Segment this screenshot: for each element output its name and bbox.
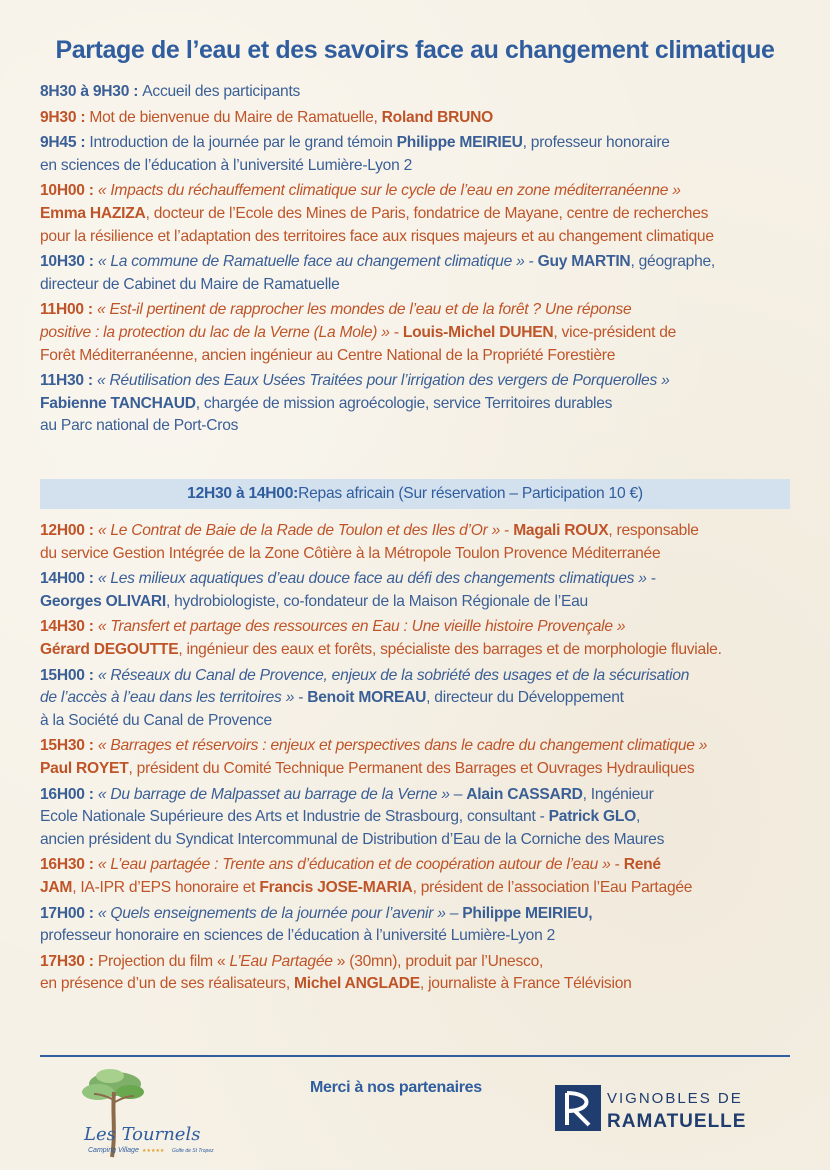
program-afternoon	[40, 520, 800, 999]
text-segment: , président du Comité Technique Permanent des Barrages et Ouvrages Hydrauliques	[128, 759, 695, 777]
program-item	[40, 251, 800, 296]
text-segment: , chargée de mission agroécologie, service Territoires durables	[195, 394, 613, 412]
program-item-line	[40, 415, 800, 438]
text-segment: Forêt Méditerranéenne, ancien ingénieur au Centre National de la Propriété Forestière	[40, 346, 616, 364]
italic-text: « L’eau partagée : Trente ans d’éducation et de coopération autour de l’eau »	[97, 856, 611, 874]
program-item-line	[40, 132, 800, 155]
bold-text: Paul ROYET	[40, 759, 129, 777]
text-segment: au Parc national de Port-Cros	[40, 417, 239, 435]
bold-text: 12H00 :	[40, 522, 98, 539]
text-segment: professeur honoraire en sciences de l’éducation à l’université Lumière-Lyon 2	[40, 927, 555, 945]
program-item-line	[40, 81, 800, 104]
bold-text: Gérard DEGOUTTE	[40, 640, 179, 658]
text-segment: –	[449, 785, 467, 803]
program-item-line	[40, 829, 800, 852]
bold-text: Georges OLIVARI	[40, 592, 166, 610]
program-item-line	[40, 155, 800, 178]
program-item-line	[40, 710, 800, 733]
bold-text: Guy MARTIN	[537, 253, 631, 271]
text-segment: ,	[636, 808, 641, 826]
lunch-colon: :	[293, 485, 299, 502]
program-item-line	[40, 854, 800, 877]
program-item-line	[40, 299, 800, 322]
program-item-line	[40, 393, 800, 416]
bold-text: 9H30 :	[40, 108, 90, 126]
text-segment: , vice-président de	[553, 323, 677, 341]
program-item-line	[40, 226, 800, 249]
program-item	[40, 299, 800, 367]
bold-text: 17H00 :	[40, 904, 98, 922]
program-item	[40, 568, 800, 613]
program-item-line	[40, 639, 800, 662]
bold-text: 16H30 :	[40, 856, 98, 874]
program-item-line	[40, 758, 800, 781]
partners-thanks: Merci à nos partenaires	[310, 1079, 482, 1096]
program-item-line	[40, 322, 800, 345]
text-segment: Introduction de la journée par le grand témoin	[89, 134, 397, 152]
bold-text: 14H00 :	[40, 570, 98, 588]
lunch-time: 12H30 à 14H00	[187, 485, 294, 502]
logo-left-stars: ★★★★★	[142, 1148, 165, 1154]
les-tournels-logo	[70, 1062, 270, 1162]
text-segment: Projection du film «	[97, 952, 230, 970]
text-segment: -	[500, 522, 514, 539]
bold-text: Roland BRUNO	[381, 108, 494, 126]
bold-text: Philippe MEIRIEU,	[462, 904, 593, 922]
bold-text: JAM	[40, 878, 73, 896]
italic-text: « La commune de Ramatuelle face au changement climatique »	[97, 253, 525, 271]
program-item	[40, 854, 800, 899]
text-segment: -	[524, 253, 538, 271]
text-segment: » (30mn), produit par l’Unesco,	[332, 952, 544, 970]
program-item	[40, 81, 800, 104]
program-item-line	[40, 665, 800, 688]
bold-text: René	[623, 856, 661, 874]
italic-text: de l’accès à l’eau dans les territoires »	[40, 689, 295, 707]
program-item	[40, 107, 800, 130]
program-item	[40, 903, 800, 948]
logo-right-line1: VIGNOBLES DE	[607, 1090, 743, 1107]
bold-text: 11H00 :	[40, 301, 97, 319]
text-segment: -	[646, 570, 656, 588]
page-title: Partage de l’eau et des savoirs face au changement climatique	[55, 36, 775, 64]
text-segment: , ingénieur des eaux et forêts, spécialiste des barrages et de morphologie fluviale.	[178, 640, 722, 658]
bold-text: 15H00 :	[40, 666, 98, 684]
program-item-line	[40, 520, 800, 543]
program-item	[40, 951, 800, 996]
text-segment: en présence d’un de ses réalisateurs,	[40, 975, 295, 993]
text-segment: directeur de Cabinet du Maire de Ramatuelle	[40, 275, 340, 293]
text-segment: , responsable	[608, 522, 699, 539]
bold-text: 14H30 :	[40, 618, 98, 636]
program-item-line	[40, 877, 800, 900]
text-segment: à la Société du Canal de Provence	[40, 711, 272, 729]
bold-text: 9H45 :	[40, 134, 90, 152]
program-item	[40, 665, 800, 733]
lunch-banner	[40, 479, 790, 509]
text-segment: , hydrobiologiste, co-fondateur de la Maison Régionale de l’Eau	[165, 592, 588, 610]
program-item-line	[40, 107, 800, 130]
italic-text: « Quels enseignements de la journée pour l’avenir »	[97, 904, 446, 922]
bold-text: Patrick GLO	[548, 808, 637, 826]
text-segment: du service Gestion Intégrée de la Zone Côtière à la Métropole Toulon Provence Méditerranée	[40, 544, 661, 562]
program-item-line	[40, 951, 800, 974]
bold-text: 17H30 :	[40, 952, 98, 970]
bold-text: 10H30 :	[40, 253, 98, 271]
bold-text: 8H30 à 9H30 :	[40, 83, 143, 100]
text-segment: en sciences de l’éducation à l’université Lumière-Lyon 2	[40, 156, 413, 174]
program-item	[40, 616, 800, 661]
text-segment: , Ingénieur	[582, 785, 654, 803]
italic-text: « Les milieux aquatiques d’eau douce face au défi des changements climatiques »	[97, 570, 647, 588]
program-item	[40, 132, 800, 177]
text-segment: -	[294, 689, 308, 707]
logo-left-sub: Camping Village	[88, 1147, 139, 1154]
program-item	[40, 370, 800, 438]
logo-left-name: Les Tournels	[84, 1124, 201, 1145]
bold-text: Alain CASSARD	[466, 785, 583, 803]
text-segment: pour la résilience et l’adaptation des territoires face aux risques majeurs et au changement climatique	[40, 227, 714, 245]
bold-text: 10H00 :	[40, 182, 98, 200]
italic-text: « Réseaux du Canal de Provence, enjeux de la sobriété des usages et de la sécurisation	[97, 666, 690, 684]
logo-right-line2: RAMATUELLE	[607, 1111, 747, 1132]
program-item-line	[40, 973, 800, 996]
bold-text: Louis-Michel DUHEN	[402, 323, 554, 341]
text-segment: , docteur de l’Ecole des Mines de Paris, fondatrice de Mayane, centre de recherches	[145, 204, 709, 222]
italic-text: « Impacts du réchauffement climatique sur le cycle de l’eau en zone méditerranéenne »	[97, 182, 681, 200]
program-item	[40, 784, 800, 852]
text-segment: -	[610, 856, 624, 874]
italic-text: positive : la protection du lac de la Verne (La Mole) »	[40, 323, 390, 341]
bold-text: Michel ANGLADE	[294, 975, 420, 993]
text-segment: –	[445, 904, 463, 922]
text-segment: , président de l’association l’Eau Partagée	[412, 878, 693, 896]
text-segment: -	[389, 323, 403, 341]
text-segment: ancien président du Syndicat Intercommunal de Distribution d’Eau de la Corniche des Maures	[40, 830, 665, 848]
logo-left-tag: Golfe de St Tropez	[172, 1148, 214, 1154]
program-item-line	[40, 568, 800, 591]
italic-text: L’Eau Partagée	[229, 952, 333, 970]
program-item-line	[40, 251, 800, 274]
program-item-line	[40, 616, 800, 639]
text-segment: , IA-IPR d’EPS honoraire et	[72, 878, 260, 896]
program-morning	[40, 81, 800, 441]
lunch-text: Repas africain (Sur réservation – Participation 10 €)	[298, 485, 643, 502]
bold-text: 15H30 :	[40, 737, 98, 755]
footer-divider	[40, 1055, 790, 1057]
program-item-line	[40, 784, 800, 807]
program-item	[40, 520, 800, 565]
program-item	[40, 180, 800, 248]
bold-text: Philippe MEIRIEU	[396, 134, 523, 152]
program-item-line	[40, 903, 800, 926]
italic-text: « Transfert et partage des ressources en Eau : Une vieille histoire Provençale »	[97, 618, 626, 636]
program-item-line	[40, 274, 800, 297]
bold-text: Fabienne TANCHAUD	[40, 394, 196, 412]
vignobles-logo	[555, 1083, 775, 1135]
program-item-line	[40, 735, 800, 758]
italic-text: « Du barrage de Malpasset au barrage de la Verne »	[97, 785, 450, 803]
program-item-line	[40, 687, 800, 710]
italic-text: « Réutilisation des Eaux Usées Traitées pour l’irrigation des vergers de Porquerolles »	[96, 372, 670, 390]
text-segment: Accueil des participants	[142, 83, 301, 100]
program-item	[40, 735, 800, 780]
bold-text: Emma HAZIZA	[40, 204, 146, 222]
text-segment: , géographe,	[630, 253, 716, 271]
program-item-line	[40, 345, 800, 368]
program-item-line	[40, 543, 800, 566]
bold-text: Benoit MOREAU	[307, 689, 427, 707]
italic-text: « Barrages et réservoirs : enjeux et perspectives dans le cadre du changement climatique »	[97, 737, 708, 755]
program-item-line	[40, 370, 800, 393]
bold-text: 16H00 :	[40, 785, 98, 803]
text-segment: , professeur honoraire	[522, 134, 670, 152]
program-item-line	[40, 806, 800, 829]
italic-text: « Est-il pertinent de rapprocher les mondes de l’eau et de la forêt ? Une réponse	[96, 301, 632, 319]
program-item-line	[40, 180, 800, 203]
text-segment: , directeur du Développement	[426, 689, 624, 707]
text-segment: , journaliste à France Télévision	[419, 975, 632, 993]
program-item-line	[40, 203, 800, 226]
bold-text: Francis JOSE-MARIA	[259, 878, 413, 896]
program-item-line	[40, 925, 800, 948]
program-item-line	[40, 591, 800, 614]
text-segment: Mot de bienvenue du Maire de Ramatuelle,	[89, 108, 382, 126]
tree-logo-icon	[70, 1062, 270, 1162]
bold-text: 11H30 :	[40, 372, 97, 390]
text-segment: Ecole Nationale Supérieure des Arts et Industrie de Strasbourg, consultant -	[40, 808, 549, 826]
bold-text: Magali ROUX	[513, 522, 609, 539]
italic-text: « Le Contrat de Baie de la Rade de Toulon et des Iles d’Or »	[97, 522, 501, 539]
